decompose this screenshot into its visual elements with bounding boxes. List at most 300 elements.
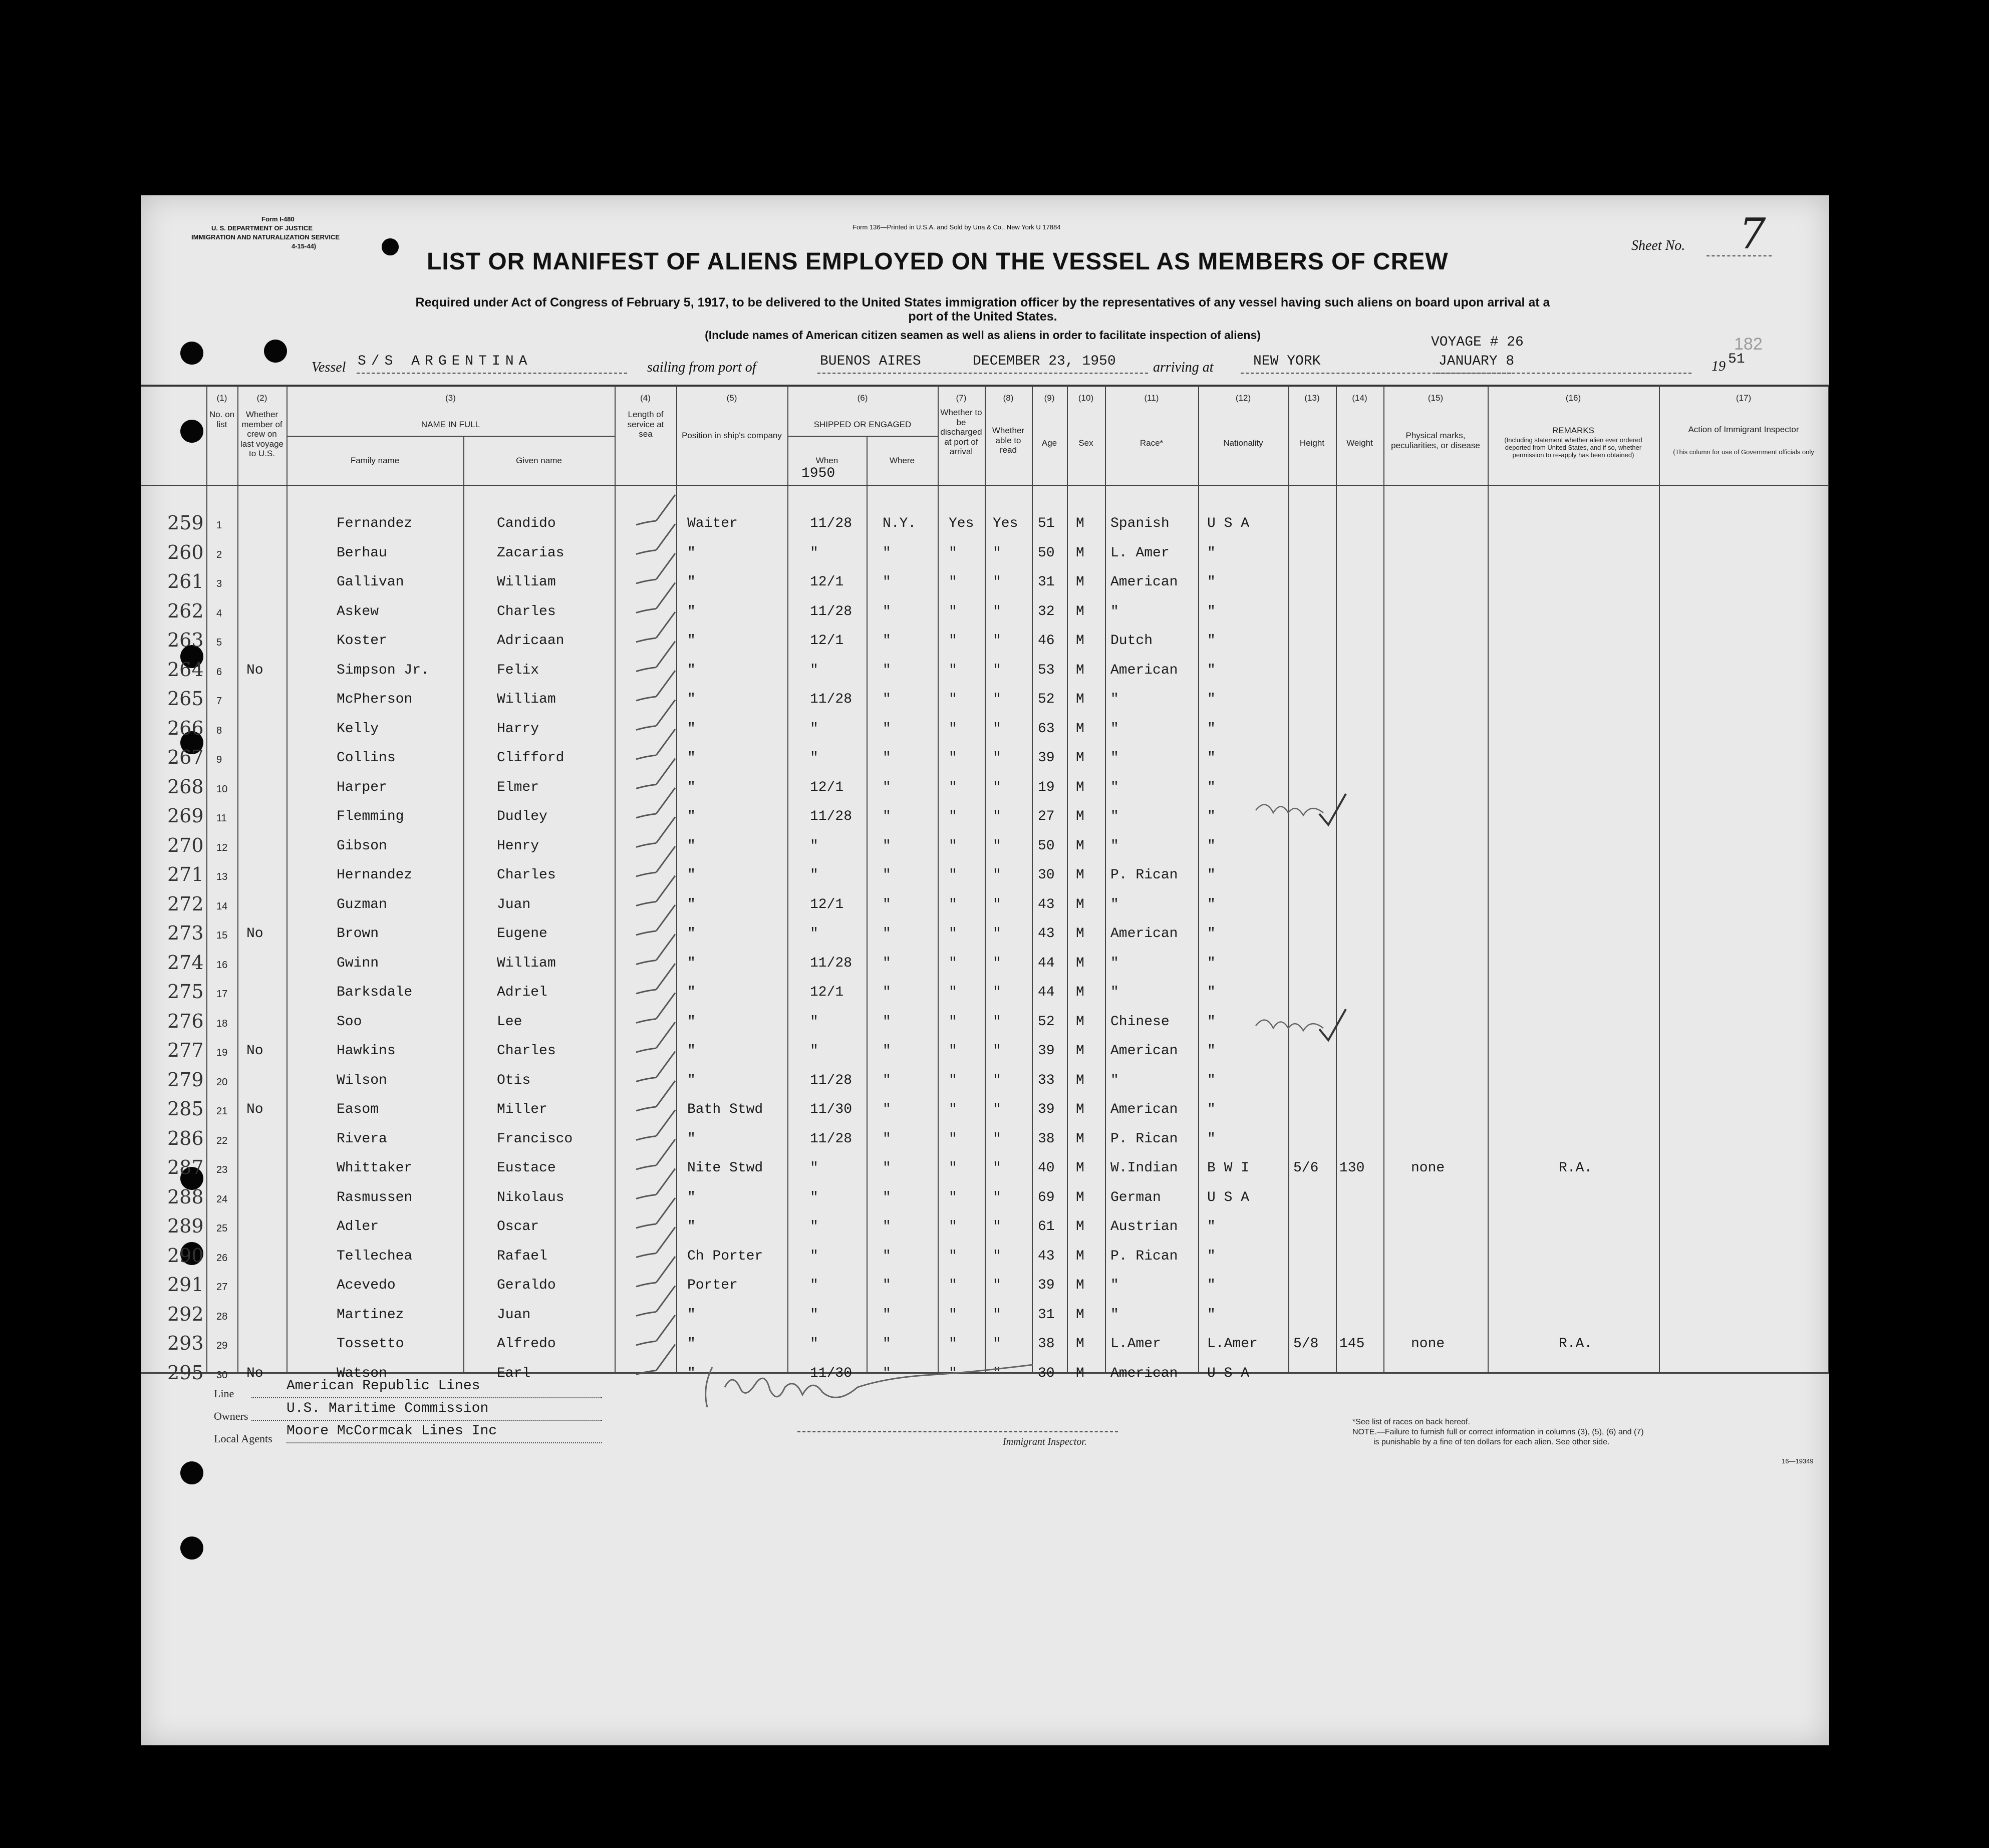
cell-no-on-list: 13: [216, 871, 228, 882]
cell-age: 32: [1038, 603, 1055, 620]
cell-nationality: ": [1207, 1043, 1216, 1059]
cell-sex: M: [1076, 516, 1084, 531]
cell-nationality: L.Amer: [1207, 1336, 1258, 1352]
cell-age: 31: [1038, 574, 1055, 590]
arriving-label: arriving at: [1153, 360, 1214, 375]
cell-given-name: Adricaan: [497, 633, 564, 649]
cell-position: Nite Stwd: [687, 1160, 763, 1176]
cell-family-name: Easom: [337, 1102, 379, 1117]
row-margin-number: 266: [167, 717, 204, 739]
cell-position: ": [687, 692, 696, 707]
cell-discharged: ": [949, 1014, 957, 1030]
cell-race: ": [1110, 603, 1119, 620]
cell-age: 19: [1038, 779, 1055, 795]
cell-discharged: ": [949, 1131, 957, 1147]
cell-shipped-when: 11/28: [810, 1072, 853, 1088]
cell-discharged: ": [949, 1072, 957, 1088]
cell-no-on-list: 1: [216, 520, 222, 531]
row-margin-number: 274: [167, 951, 204, 974]
cell-position: ": [687, 838, 696, 854]
cell-shipped-when: ": [810, 926, 818, 942]
inspector-signature-line: [797, 1431, 1118, 1432]
cell-discharged: ": [949, 985, 957, 1000]
cell-no-on-list: 29: [216, 1340, 228, 1351]
column-number: (7): [956, 393, 967, 403]
row-margin-number: 277: [167, 1039, 204, 1061]
cell-sex: M: [1076, 1131, 1084, 1147]
cell-sex: M: [1076, 809, 1084, 824]
cell-sex: M: [1076, 545, 1084, 561]
cell-race: ": [1110, 955, 1119, 971]
cell-nationality: ": [1207, 574, 1216, 590]
cell-nationality: U S A: [1207, 1189, 1250, 1205]
cell-shipped-where: ": [883, 1336, 891, 1352]
cell-no-on-list: 5: [216, 637, 222, 648]
service-tally-mark: [636, 876, 675, 906]
cell-nationality: ": [1207, 603, 1216, 620]
service-tally-mark: [636, 700, 675, 730]
cell-sex: M: [1076, 1102, 1084, 1117]
cell-no-on-list: 14: [216, 900, 228, 912]
cell-shipped-where: ": [883, 1278, 891, 1293]
cell-position: ": [687, 1043, 696, 1059]
service-tally-mark: [636, 671, 675, 701]
cell-weight: 145: [1339, 1336, 1365, 1352]
cell-race: Dutch: [1110, 633, 1153, 649]
service-tally-mark: [636, 905, 675, 935]
cell-nationality: ": [1207, 1131, 1216, 1147]
cell-able-to-read: ": [993, 662, 1001, 678]
cell-race: American: [1110, 1102, 1178, 1117]
agents-underline: [287, 1442, 602, 1443]
cell-shipped-when: 11/28: [810, 692, 853, 707]
cell-shipped-where: ": [883, 662, 891, 678]
cell-shipped-when: ": [810, 1014, 818, 1030]
cell-shipped-where: ": [883, 1102, 891, 1117]
header-remarks-note: (Including statement whether alien ever ordered deported from United States, and if so, whether permission to re-apply has been obtained): [1504, 436, 1642, 459]
cell-position: ": [687, 545, 696, 561]
cell-able-to-read: ": [993, 633, 1001, 649]
cell-sex: M: [1076, 1278, 1084, 1293]
line-label: Line: [214, 1387, 234, 1400]
row-margin-number: 265: [167, 688, 204, 710]
cell-discharged: ": [949, 809, 957, 824]
header-weight: Weight: [1346, 438, 1373, 448]
cell-sex: M: [1076, 955, 1084, 971]
vessel-label: Vessel: [312, 360, 346, 375]
cell-position: ": [687, 1336, 696, 1352]
form-number: Form I-480: [261, 215, 295, 223]
owners-name: U.S. Maritime Commission: [287, 1401, 489, 1416]
cell-discharged: ": [949, 603, 957, 620]
cell-able-to-read: ": [993, 1307, 1001, 1323]
cell-family-name: Harper: [337, 779, 387, 795]
cell-given-name: Dudley: [497, 809, 547, 824]
cell-no-on-list: 20: [216, 1076, 228, 1088]
cell-family-name: Guzman: [337, 896, 387, 912]
row-margin-number: 268: [167, 775, 204, 798]
cell-nationality: U S A: [1207, 1365, 1250, 1381]
cell-given-name: Charles: [497, 603, 556, 620]
cell-shipped-where: ": [883, 1189, 891, 1205]
service-tally-mark: [636, 1169, 675, 1199]
cell-able-to-read: ": [993, 574, 1001, 590]
cell-shipped-when: 12/1: [810, 896, 844, 912]
cell-shipped-when: 11/30: [810, 1365, 853, 1381]
cell-family-name: Gibson: [337, 838, 387, 854]
cell-shipped-when: 11/28: [810, 955, 853, 971]
cell-position: ": [687, 926, 696, 942]
stamp-number: 182: [1734, 335, 1763, 354]
cell-no-on-list: 30: [216, 1369, 228, 1381]
header-nationality: Nationality: [1223, 438, 1263, 448]
cell-nationality: ": [1207, 750, 1216, 766]
service-tally-mark: [636, 1257, 675, 1287]
header-given-name: Given name: [516, 456, 562, 465]
cell-given-name: Henry: [497, 838, 539, 854]
row-margin-number: 272: [167, 892, 204, 915]
service-tally-mark: [636, 729, 675, 759]
cell-shipped-when: 11/28: [810, 603, 853, 620]
check-mark-icon: [1319, 794, 1346, 825]
cell-shipped-where: ": [883, 1043, 891, 1059]
cell-able-to-read: ": [993, 1131, 1001, 1147]
cell-discharged: Yes: [949, 516, 974, 531]
cell-shipped-where: ": [883, 1014, 891, 1030]
cell-discharged: ": [949, 1189, 957, 1205]
cell-given-name: Nikolaus: [497, 1189, 564, 1205]
row-margin-number: 263: [167, 629, 204, 651]
cell-able-to-read: ": [993, 1014, 1001, 1030]
column-number: (6): [857, 393, 868, 403]
cell-sex: M: [1076, 750, 1084, 766]
cell-family-name: Gallivan: [337, 574, 404, 590]
sheet-number: 7: [1739, 209, 1766, 258]
cell-race: ": [1110, 896, 1119, 912]
cell-able-to-read: ": [993, 721, 1001, 737]
service-tally-mark: [636, 1227, 675, 1258]
row-margin-number: 290: [167, 1244, 204, 1267]
row-margin-number: 267: [167, 746, 204, 768]
header-no-on-list: No. on list: [209, 410, 235, 429]
voyage-number: VOYAGE # 26: [1431, 335, 1524, 350]
cell-age: 40: [1038, 1160, 1055, 1176]
cell-discharged: ": [949, 1365, 957, 1381]
cell-shipped-when: ": [810, 1043, 818, 1059]
cell-nationality: ": [1207, 926, 1216, 942]
cell-shipped-when: ": [810, 750, 818, 766]
cell-sex: M: [1076, 779, 1084, 795]
cell-race: American: [1110, 574, 1178, 590]
cell-race: Austrian: [1110, 1219, 1178, 1235]
line-underline: [251, 1397, 602, 1398]
cell-position: ": [687, 633, 696, 649]
cell-shipped-where: ": [883, 692, 891, 707]
cell-shipped-where: ": [883, 1072, 891, 1088]
cell-no-on-list: 19: [216, 1047, 228, 1058]
cell-discharged: ": [949, 1043, 957, 1059]
cell-given-name: Clifford: [497, 750, 564, 766]
header-discharged: Whether to be discharged at port of arrival: [940, 408, 982, 457]
cell-discharged: ": [949, 1102, 957, 1117]
service-tally-mark: [636, 642, 675, 672]
cell-given-name: William: [497, 574, 556, 590]
cell-able-to-read: ": [993, 985, 1001, 1000]
cell-position: ": [687, 574, 696, 590]
cell-family-name: Rivera: [337, 1131, 387, 1147]
cell-shipped-where: ": [883, 809, 891, 824]
cell-race: Spanish: [1110, 516, 1170, 531]
cell-age: 61: [1038, 1219, 1055, 1235]
column-number: (10): [1078, 393, 1094, 403]
header-race: Race*: [1140, 438, 1164, 448]
cell-family-name: Koster: [337, 633, 387, 649]
header-family-name: Family name: [350, 456, 400, 465]
cell-age: 39: [1038, 1278, 1055, 1293]
cell-able-to-read: ": [993, 1365, 1001, 1381]
cell-given-name: Candido: [497, 516, 556, 531]
header-sex: Sex: [1078, 438, 1093, 448]
row-margin-number: 292: [167, 1303, 204, 1325]
races-note: *See list of races on back hereof.: [1352, 1418, 1470, 1426]
header-physical-marks: Physical marks, peculiarities, or disease: [1391, 431, 1480, 450]
vessel-name: S/S ARGENTINA: [358, 354, 532, 369]
cell-shipped-where: ": [883, 1248, 891, 1264]
cell-physical-marks: none: [1411, 1336, 1445, 1352]
cell-shipped-when: ": [810, 1336, 818, 1352]
cell-family-name: Tellechea: [337, 1248, 413, 1264]
cell-race: L.Amer: [1110, 1336, 1161, 1352]
annotation-scribble: [1256, 805, 1323, 815]
cell-no-on-list: 3: [216, 578, 222, 589]
cell-sex: M: [1076, 1219, 1084, 1235]
cell-race: ": [1110, 1307, 1119, 1323]
cell-given-name: Charles: [497, 1043, 556, 1059]
cell-shipped-when: ": [810, 1278, 818, 1293]
cell-position: Porter: [687, 1278, 738, 1293]
cell-discharged: ": [949, 692, 957, 707]
cell-given-name: Oscar: [497, 1219, 539, 1235]
cell-family-name: Simpson Jr.: [337, 662, 429, 678]
cell-shipped-where: ": [883, 545, 891, 561]
cell-sex: M: [1076, 1189, 1084, 1205]
cell-race: American: [1110, 926, 1178, 942]
cell-nationality: ": [1207, 692, 1216, 707]
cell-given-name: Zacarias: [497, 545, 564, 561]
cell-no-on-list: 21: [216, 1106, 228, 1117]
cell-discharged: ": [949, 1219, 957, 1235]
cell-given-name: Harry: [497, 721, 539, 737]
cell-no-on-list: 23: [216, 1164, 228, 1175]
cell-position: ": [687, 662, 696, 678]
header-shipped-engaged: SHIPPED OR ENGAGED: [813, 420, 912, 429]
cell-shipped-where: ": [883, 926, 891, 942]
sheet-label: Sheet No.: [1631, 238, 1685, 253]
column-number: (5): [726, 393, 737, 403]
cell-sex: M: [1076, 1365, 1084, 1381]
column-number: (2): [256, 393, 267, 403]
cell-sex: M: [1076, 1014, 1084, 1030]
cell-able-to-read: ": [993, 692, 1001, 707]
row-margin-number: 285: [167, 1098, 204, 1120]
cell-shipped-where: ": [883, 721, 891, 737]
cell-position: ": [687, 955, 696, 971]
cell-discharged: ": [949, 838, 957, 854]
header-position: Position in ship's company: [682, 431, 782, 440]
row-margin-number: 259: [167, 512, 204, 534]
cell-no-on-list: 11: [216, 813, 227, 824]
cell-race: L. Amer: [1110, 545, 1170, 561]
cell-shipped-when: 11/28: [810, 1131, 853, 1147]
header-inspector-action: Action of Immigrant Inspector: [1688, 425, 1799, 434]
cell-position: ": [687, 1072, 696, 1088]
cell-position: ": [687, 1014, 696, 1030]
cell-last-voyage: No: [246, 662, 263, 678]
cell-no-on-list: 27: [216, 1282, 228, 1293]
cell-no-on-list: 24: [216, 1193, 228, 1205]
cell-sex: M: [1076, 896, 1084, 912]
row-margin-number: 293: [167, 1332, 204, 1354]
subtitle-line-2: port of the United States.: [908, 310, 1057, 324]
cell-position: ": [687, 1189, 696, 1205]
cell-nationality: ": [1207, 721, 1216, 737]
cell-nationality: ": [1207, 809, 1216, 824]
cell-shipped-when: 12/1: [810, 574, 844, 590]
service-tally-mark: [636, 1198, 675, 1228]
cell-discharged: ": [949, 721, 957, 737]
cell-race: ": [1110, 1278, 1119, 1293]
cell-nationality: ": [1207, 955, 1216, 971]
departure-date: DECEMBER 23, 1950: [973, 354, 1116, 369]
cell-position: ": [687, 896, 696, 912]
cell-position: ": [687, 1307, 696, 1323]
cell-family-name: Brown: [337, 926, 379, 942]
cell-nationality: ": [1207, 1014, 1216, 1030]
manifest-sheet: [141, 195, 1829, 1745]
cell-sex: M: [1076, 1248, 1084, 1264]
inspector-label: Immigrant Inspector.: [1003, 1436, 1087, 1447]
row-margin-number: 275: [167, 981, 204, 1003]
cell-given-name: Felix: [497, 662, 539, 678]
cell-able-to-read: ": [993, 1043, 1001, 1059]
service-tally-mark: [636, 612, 675, 642]
cell-race: P. Rican: [1110, 1131, 1178, 1147]
cell-age: 31: [1038, 1307, 1055, 1323]
arrival-port: NEW YORK: [1253, 354, 1321, 369]
service-tally-mark: [636, 817, 675, 847]
cell-family-name: Hawkins: [337, 1043, 396, 1059]
penalty-note-1: NOTE.—Failure to furnish full or correct information in columns (3), (5), (6) and (7): [1352, 1428, 1644, 1436]
cell-nationality: ": [1207, 633, 1216, 649]
cell-no-on-list: 9: [216, 754, 222, 765]
row-margin-number: 260: [167, 541, 204, 563]
cell-able-to-read: ": [993, 1336, 1001, 1352]
cell-position: Waiter: [687, 516, 738, 531]
cell-sex: M: [1076, 926, 1084, 942]
cell-family-name: Soo: [337, 1014, 362, 1030]
cell-position: ": [687, 985, 696, 1000]
cell-remarks: R.A.: [1559, 1336, 1593, 1352]
cell-age: 30: [1038, 1365, 1055, 1381]
cell-position: ": [687, 1365, 696, 1381]
cell-shipped-when: ": [810, 1307, 818, 1323]
service-tally-mark: [636, 1052, 675, 1082]
cell-discharged: ": [949, 1248, 957, 1264]
cell-able-to-read: ": [993, 603, 1001, 620]
cell-age: 30: [1038, 867, 1055, 883]
department: U. S. DEPARTMENT OF JUSTICE: [211, 224, 313, 232]
cell-race: American: [1110, 1365, 1178, 1381]
cell-no-on-list: 10: [216, 783, 228, 795]
cell-family-name: Kelly: [337, 721, 379, 737]
cell-position: ": [687, 750, 696, 766]
cell-race: ": [1110, 1072, 1119, 1088]
cell-race: ": [1110, 750, 1119, 766]
cell-able-to-read: ": [993, 779, 1001, 795]
cell-able-to-read: ": [993, 955, 1001, 971]
cell-sex: M: [1076, 1307, 1084, 1323]
cell-age: 43: [1038, 926, 1055, 942]
cell-given-name: Juan: [497, 896, 531, 912]
cell-shipped-where: ": [883, 603, 891, 620]
line-name: American Republic Lines: [287, 1378, 480, 1394]
cell-race: P. Rican: [1110, 867, 1178, 883]
cell-age: 46: [1038, 633, 1055, 649]
row-margin-number: 262: [167, 599, 204, 622]
row-margin-number: 288: [167, 1185, 204, 1208]
cell-race: American: [1110, 1043, 1178, 1059]
subtitle-line-1: Required under Act of Congress of February 5, 1917, to be delivered to the United States immigration officer by the representatives of any vessel having such aliens on board upon arrival at a: [415, 295, 1550, 310]
sailing-label: sailing from port of: [647, 360, 756, 375]
cell-sex: M: [1076, 633, 1084, 649]
cell-age: 44: [1038, 955, 1055, 971]
cell-shipped-when: 12/1: [810, 779, 844, 795]
cell-no-on-list: 8: [216, 725, 222, 736]
cell-discharged: ": [949, 1336, 957, 1352]
cell-sex: M: [1076, 1160, 1084, 1176]
cell-shipped-where: ": [883, 779, 891, 795]
row-margin-number: 271: [167, 863, 204, 885]
cell-nationality: ": [1207, 1307, 1216, 1323]
cell-given-name: Elmer: [497, 779, 539, 795]
cell-position: ": [687, 809, 696, 824]
cell-able-to-read: ": [993, 545, 1001, 561]
cell-no-on-list: 28: [216, 1311, 228, 1322]
cell-shipped-when: ": [810, 1219, 818, 1235]
cell-race: German: [1110, 1189, 1161, 1205]
cell-race: American: [1110, 662, 1178, 678]
cell-race: W.Indian: [1110, 1160, 1178, 1176]
cell-family-name: Rasmussen: [337, 1189, 413, 1205]
cell-discharged: ": [949, 867, 957, 883]
cell-family-name: McPherson: [337, 692, 413, 707]
cell-given-name: Otis: [497, 1072, 531, 1088]
cell-position: ": [687, 721, 696, 737]
cell-discharged: ": [949, 955, 957, 971]
subtitle-line-3: (Include names of American citizen seamen as well as aliens in order to facilitate inspection of aliens): [705, 329, 1261, 342]
column-number: (11): [1144, 393, 1159, 403]
cell-position: ": [687, 867, 696, 883]
inspector-signature: [706, 1365, 1033, 1407]
cell-family-name: Acevedo: [337, 1278, 396, 1293]
cell-family-name: Wilson: [337, 1072, 387, 1088]
cell-shipped-when: 11/28: [810, 809, 853, 824]
service-tally-mark: [636, 1315, 675, 1345]
cell-race: ": [1110, 721, 1119, 737]
cell-shipped-where: ": [883, 867, 891, 883]
owners-label: Owners: [214, 1410, 248, 1422]
cell-age: 53: [1038, 662, 1055, 678]
